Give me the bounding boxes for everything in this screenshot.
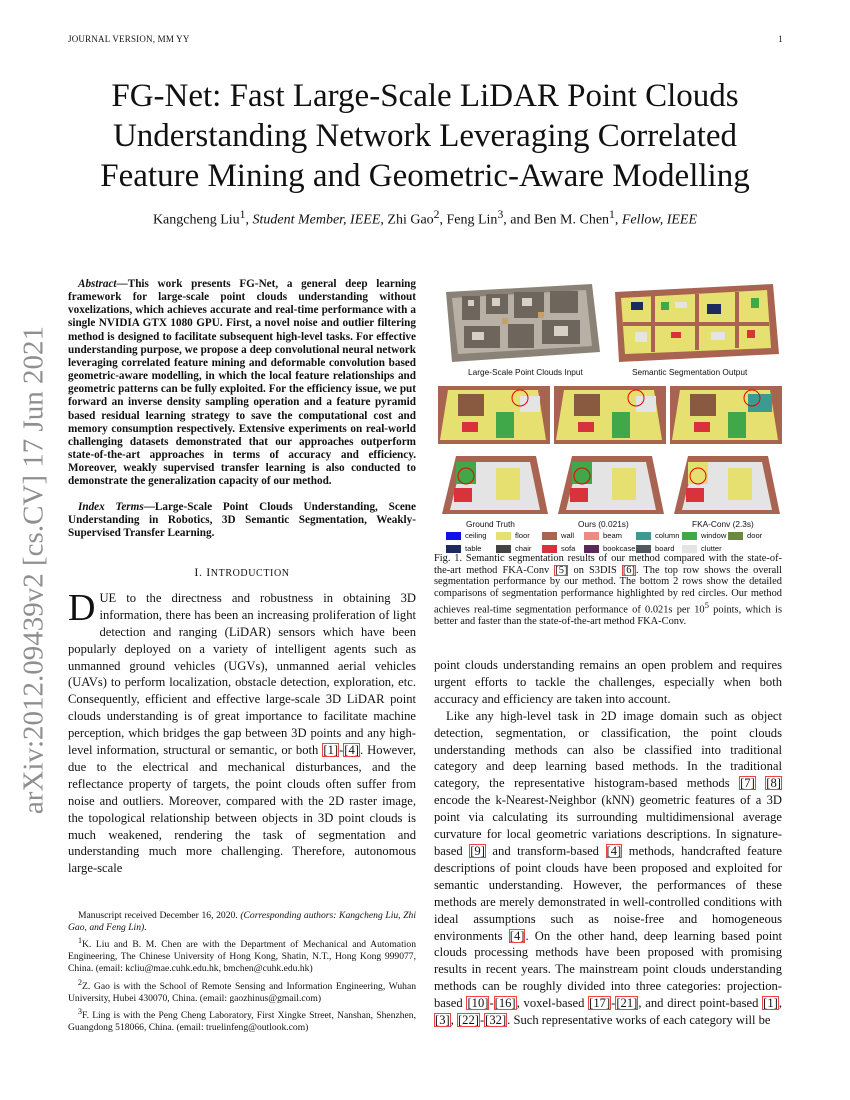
point-cloud-input-image — [442, 282, 604, 364]
footnotes — [68, 910, 416, 1036]
legend-item: wall — [542, 531, 574, 540]
body-paragraph: point clouds understanding remains an open problem and requires urgent efforts to tackle the challenges, especially when both accuracy and efficiency are taken into account. — [434, 658, 782, 706]
intro-paragraph: DUE to the directness and robustness in obtaining 3D information, there has been an increasing proliferation of light detection and ranging (LiDAR) sensors which have been popularly deployed on a variety of intelligent agents such as unmanned ground vehicles (UGVs), unmanned aerial vehicles (UAVs) to perform localization, obstacle detection, exploration, etc. Consequently, efficient and effective large-scale 3D LiDAR point clouds understanding is of great importance to facilitate machine perception, which bridges the gap between 3D points and any high-level information, structural or semantic, or both [1]-[4]. However, due to the electrical and mechanical disturbances, and the reflectance property of targets, the point clouds often suffer from noise and outliers. Moreover, compared with the 2D raster image, the topological relationship between objects in 3D point clouds is much weakened, rendering the task of segmentation and understanding much more challenging. Therefore, autonomous large-scale — [68, 586, 416, 876]
legend-item: table — [446, 544, 481, 553]
index-terms — [68, 501, 416, 540]
ground-truth-label: Ground Truth — [466, 519, 515, 529]
citation-link[interactable]: [10] — [467, 996, 489, 1011]
legend-swatch — [682, 545, 697, 553]
input-label: Large-Scale Point Clouds Input — [468, 367, 583, 377]
citation-link[interactable]: [17] — [589, 996, 611, 1011]
ours-label: Ours (0.021s) — [578, 519, 629, 529]
body-paragraph: Like any high-level task in 2D image domain such as object detection, segmentation, or classification, the point clouds understanding methods can also be classified into traditional category and deep learning based methods. In the traditional category, the representative histogram-based methods [7] [8] encode the k-Nearest-Neighbor (kNN) geometric features of a 3D point via calculating its surrounding multidimensional average curvature for local geometric variations descriptions. In signature-based [9] and transform-based [4] methods, handcrafted feature descriptions of point clouds have been proposed and exploited for semantic understanding. However, the performances of these methods are merely demonstrated in well-controlled conditions with ideal assumptions such as noise-free and homogeneous environments [4]. On the other hand, deep learning based point clouds processing methods have been proposed with promising results in recent years. The mainstream point clouds understanding methods can be roughly divided into three categories: projection-based [10]-[16], voxel-based [17]-[21], and direct point-based [1], [3], [22]-[32]. Such representative works of each category will be — [434, 708, 783, 1028]
citation-link[interactable]: [5] — [555, 564, 568, 576]
author-affil: 1 — [609, 208, 615, 221]
citation-link[interactable]: [3] — [435, 1013, 450, 1028]
legend-swatch — [682, 532, 697, 540]
comparison-image-row2-ours — [556, 454, 666, 516]
footnote: $^1$K. Liu and B. M. Chen are with the Department of Mechanical and Automation Engineering, The Chinese University of Hong Kong, Shatin, N.T., Hong Kong 999077, China. (email: kcliu@mae.cuhk.edu.hk, bmchen@cuhk.edu.hk) — [68, 936, 416, 974]
citation-link[interactable]: [4] — [509, 928, 525, 943]
comparison-image-row1-gt — [438, 386, 550, 444]
figure-label: Fig. 1. — [434, 553, 463, 564]
legend-swatch — [584, 532, 599, 540]
citation-link[interactable]: [4] — [344, 743, 359, 758]
author-name: Feng Lin — [446, 212, 498, 228]
citation-link[interactable]: [21] — [616, 996, 638, 1011]
footnote: $^2$Z. Gao is with the School of Remote Sensing and Information Engineering, Wuhan University, Hubei 430070, China. (email: gaozhinus@gmail.com) — [68, 977, 416, 1004]
legend-swatch — [584, 545, 599, 553]
citation-link[interactable]: [4] — [606, 843, 622, 858]
legend-swatch — [542, 532, 557, 540]
author-affil: 3 — [497, 208, 504, 221]
legend-swatch — [542, 545, 557, 553]
author-list: Kangcheng Liu$^1$, Student Member, IEEE, Zhi Gao$^2$, Feng Lin$^3$, and Ben M. Chen$^1$, Fellow, IEEE — [152, 208, 698, 228]
paper-title: FG-Net: Fast Large-Scale LiDAR Point Clouds Understanding Network Leveraging Correlated Feature Mining and Geometric-Aware Modelling — [100, 78, 750, 194]
section-heading-introduction: I. INTRODUCTION — [194, 564, 290, 579]
author-name: Ben M. Chen — [533, 212, 610, 228]
right-column — [434, 657, 782, 1029]
legend-item: door — [728, 531, 762, 540]
legend-swatch — [446, 532, 461, 540]
legend-item: floor — [496, 531, 530, 540]
drop-cap: D — [68, 586, 96, 629]
citation-link[interactable]: [6] — [622, 564, 635, 576]
citation-link[interactable]: [1] — [763, 996, 778, 1011]
author-affil: 2 — [433, 208, 440, 221]
legend-item: bookcase — [584, 544, 636, 553]
page-number: 1 — [778, 34, 783, 44]
running-header: JOURNAL VERSION, MM YY — [68, 34, 190, 44]
legend-item: board — [636, 544, 674, 553]
output-label: Semantic Segmentation Output — [632, 367, 748, 377]
citation-link[interactable]: [9] — [470, 843, 485, 858]
legend-item: column — [636, 531, 679, 540]
footnote: Manuscript received December 16, 2020. (Corresponding authors: Kangcheng Liu, Zhi Gao, and Feng Lin). — [68, 910, 416, 933]
citation-link[interactable]: [1] — [323, 743, 339, 758]
author-name: Zhi Gao — [387, 212, 434, 228]
legend-item: sofa — [542, 544, 575, 553]
citation-link[interactable]: [7] — [740, 776, 755, 791]
arxiv-id: arXiv:2012.09439v2 [cs.CV] 17 Jun 2021 — [17, 325, 50, 815]
citation-link[interactable]: [32] — [485, 1013, 507, 1028]
author-name: Kangcheng Liu — [152, 212, 240, 228]
legend-item: ceiling — [446, 531, 487, 540]
legend-swatch — [636, 545, 651, 553]
citation-link[interactable]: [22] — [457, 1013, 479, 1028]
legend-item: clutter — [682, 544, 722, 553]
abstract — [68, 278, 416, 489]
fka-label: FKA-Conv (2.3s) — [692, 519, 754, 529]
legend-item: window — [682, 531, 726, 540]
comparison-image-row1-ours — [554, 386, 666, 444]
left-column — [68, 278, 416, 877]
footnote: $^3$F. Ling is with the Peng Cheng Laboratory, First Xingke Street, Nanshan, Shenzhen, Guangdong 518066, China. (email: truelinfeng@outlook.com) — [68, 1007, 416, 1034]
citation-link[interactable]: [16] — [494, 996, 516, 1011]
author-role: Student Member, IEEE — [252, 212, 381, 228]
segmentation-output-image — [611, 282, 781, 364]
abstract-text: —This work presents FG-Net, a general deep learning framework for large-scale point clouds understanding without voxelizations, which achieves accurate and real-time performance with a single NVIDIA GTX 1080 GPU. First, a novel noise and outlier filtering method is designed to facilitate subsequent high-level tasks. For effective understanding purpose, we propose a deep convolutional neural network leveraging correlated feature mining and deformable convolution based geometric-aware modelling, in which the local feature relationships and geometric patterns can be fully exploited. For the efficiency issue, we put forward an inverse density sampling operation and a feature pyramid based residual learning strategy to save the computational cost and memory consumption respectively. Extensive experiments on real-world challenging datasets demonstrated that our approaches outperform state-of-the-art approaches in terms of accuracy and efficiency. Moreover, weakly supervised transfer learning is also conducted to demonstrate the generalization capacity of our method. — [68, 278, 416, 488]
legend-swatch — [446, 545, 461, 553]
comparison-image-row2-gt — [440, 454, 550, 516]
figure-caption: Fig. 1. Semantic segmentation results of our method compared with the state-of-the-art method FKA-Conv [5] on S3DIS [6]. The top row shows the overall segmentation performance by our method. The bottom 2 rows show the detailed comparisons of segmentation performance highlighted by red circles. Our method achieves real-time segmentation performance of 0.021s per $10^5$ points, which is better and faster than the state-of-the-art method FKA-Conv. — [434, 553, 782, 627]
legend-swatch — [636, 532, 651, 540]
legend-swatch — [496, 532, 511, 540]
index-terms-text: —Large-Scale Point Clouds Understanding, Scene Understanding in Robotics, 3D Semantic Segmentation, Weakly-Supervised Transfer Learning. — [68, 500, 416, 539]
author-affil: 1 — [239, 208, 246, 221]
comparison-image-row1-fka — [670, 386, 782, 444]
index-terms-label: Index Terms — [78, 500, 144, 513]
legend-item: beam — [584, 531, 622, 540]
abstract-label: Abstract — [78, 278, 117, 290]
citation-link[interactable]: [8] — [766, 776, 781, 791]
arxiv-sidebar-stamp — [14, 310, 54, 830]
legend-swatch — [496, 545, 511, 553]
legend-item: chair — [496, 544, 531, 553]
author-role: Fellow, IEEE — [621, 212, 698, 228]
legend-swatch — [728, 532, 743, 540]
comparison-image-row2-fka — [672, 454, 782, 516]
